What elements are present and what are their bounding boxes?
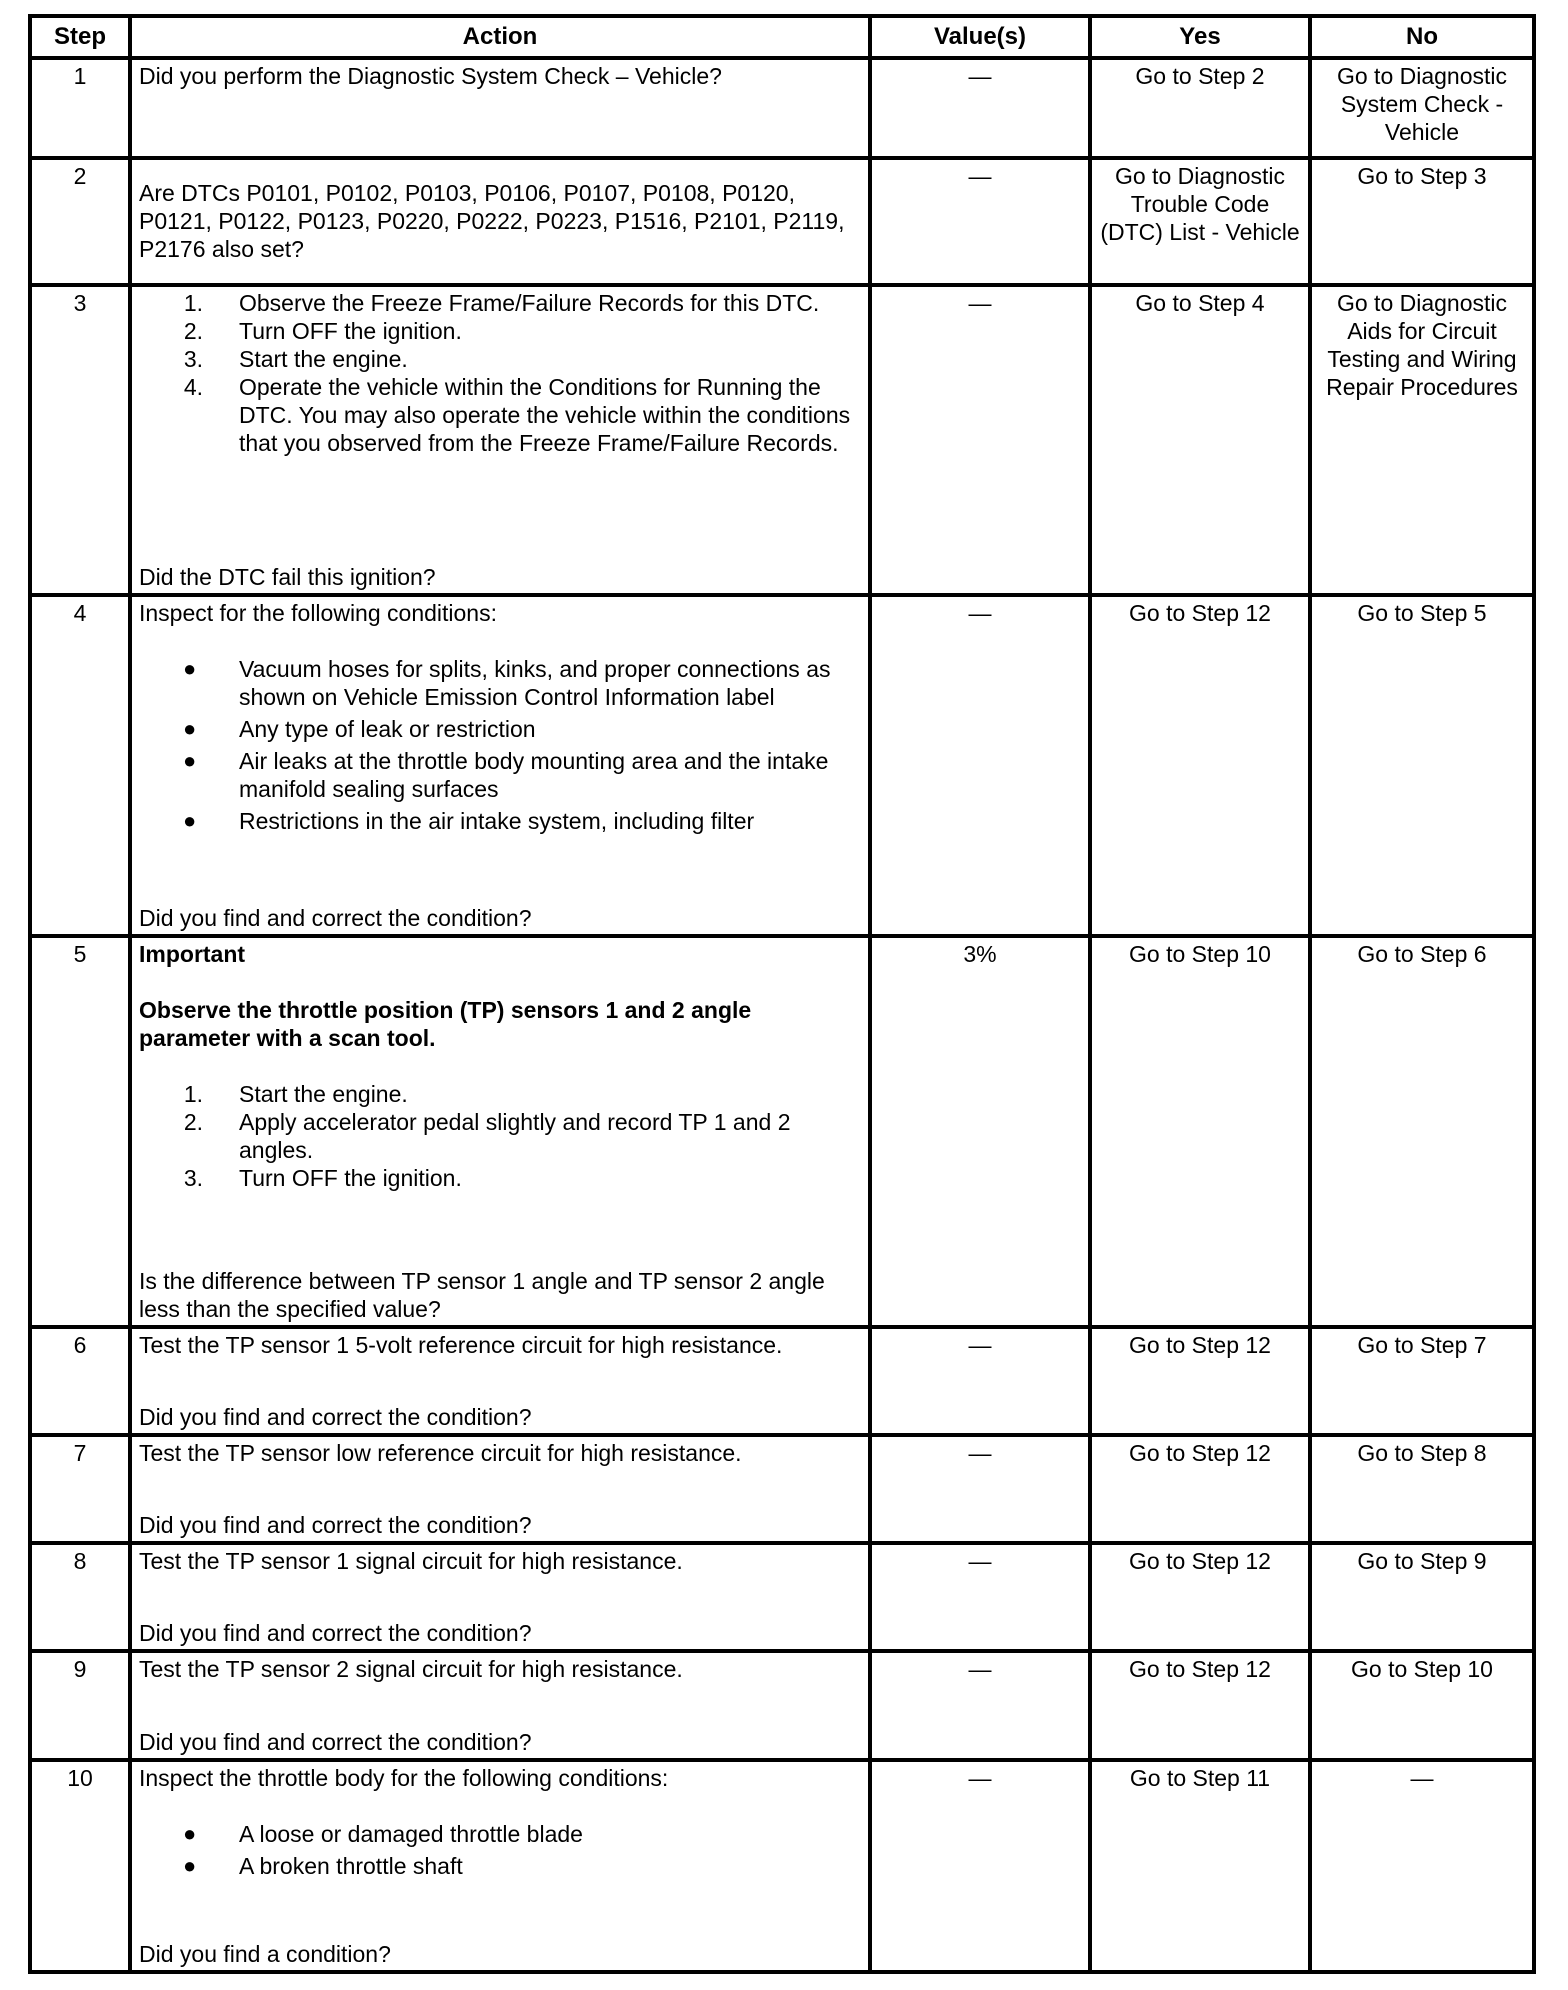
numbered-list [139, 1080, 861, 1192]
table-row [30, 1327, 1534, 1435]
intro-text: Test the TP sensor 1 signal circuit for high resistance. [139, 1548, 683, 1575]
value-cell: — [870, 158, 1090, 284]
value-cell: — [870, 58, 1090, 158]
important-label: Important [139, 940, 246, 967]
step-number: 2 [30, 158, 130, 284]
no-cell: — [1310, 1760, 1534, 1972]
step-number: 9 [30, 1651, 130, 1759]
list-item: 1. Observe the Freeze Frame/Failure Records for this DTC. [183, 289, 820, 316]
table-row [30, 158, 1534, 284]
intro-text: Test the TP sensor low reference circuit for high resistance. [139, 1439, 742, 1466]
yes-cell: Go to Step 10 [1090, 936, 1310, 1327]
intro-text: Test the TP sensor 1 5-volt reference circuit for high resistance. [139, 1331, 783, 1358]
header-no: No [1310, 16, 1534, 58]
value-cell: — [870, 285, 1090, 596]
bullet-list [139, 1820, 861, 1884]
action-cell [130, 285, 870, 596]
table-row [30, 1435, 1534, 1543]
question-text: Did you find and correct the condition? [139, 1728, 532, 1755]
step-number: 1 [30, 58, 130, 158]
question-text: Did the DTC fail this ignition? [139, 564, 436, 591]
list-item: 4. Operate the vehicle within the Conditions for Running the DTC. You may also operate the vehicle within the conditions that you observed from the Freeze Frame/Failure Records. [183, 373, 851, 456]
action-cell [130, 595, 870, 936]
header-row [30, 16, 1534, 58]
no-cell: Go to Step 5 [1310, 595, 1534, 936]
action-cell [130, 936, 870, 1327]
step-number: 4 [30, 595, 130, 936]
list-item: ● A loose or damaged throttle blade [183, 1820, 583, 1847]
value-cell: — [870, 1543, 1090, 1651]
yes-cell: Go to Step 11 [1090, 1760, 1310, 1972]
diagnostic-table [28, 14, 1536, 1974]
action-text: Did you perform the Diagnostic System Check – Vehicle? [139, 63, 722, 90]
numbered-list [139, 289, 861, 457]
table-row [30, 936, 1534, 1327]
yes-cell: Go to Step 12 [1090, 1327, 1310, 1435]
step-number: 10 [30, 1760, 130, 1972]
list-item: ● Vacuum hoses for splits, kinks, and proper connections as shown on Vehicle Emission Control Information label [183, 656, 831, 711]
value-cell: 3% [870, 936, 1090, 1327]
value-cell: — [870, 595, 1090, 936]
bullet-list [139, 655, 861, 839]
action-cell [130, 58, 870, 158]
question-text: Is the difference between TP sensor 1 angle and TP sensor 2 angle less than the specified value? [139, 1267, 825, 1322]
list-item: 2. Apply accelerator pedal slightly and record TP 1 and 2 angles. [183, 1108, 791, 1163]
header-values: Value(s) [870, 16, 1090, 58]
action-cell [130, 1327, 870, 1435]
question-text: Did you find and correct the condition? [139, 1512, 532, 1539]
value-cell: — [870, 1435, 1090, 1543]
list-item: 3. Turn OFF the ignition. [183, 1164, 462, 1191]
action-text: Are DTCs P0101, P0102, P0103, P0106, P0107, P0108, P0120, P0121, P0122, P0123, P0220, P0222, P0223, P1516, P2101, P2119, P2176 also set? [139, 180, 845, 263]
header-action: Action [130, 16, 870, 58]
action-cell [130, 1651, 870, 1759]
no-cell: Go to Step 6 [1310, 936, 1534, 1327]
table-row [30, 285, 1534, 596]
step-number: 7 [30, 1435, 130, 1543]
question-text: Did you find and correct the condition? [139, 1620, 532, 1647]
table-row [30, 1760, 1534, 1972]
table-row [30, 58, 1534, 158]
intro-text: Inspect the throttle body for the following conditions: [139, 1764, 669, 1791]
yes-cell: Go to Diagnostic Trouble Code (DTC) List - Vehicle [1090, 158, 1310, 284]
question-text: Did you find and correct the condition? [139, 904, 532, 931]
no-cell: Go to Step 10 [1310, 1651, 1534, 1759]
action-cell [130, 1435, 870, 1543]
list-item: ● Air leaks at the throttle body mounting area and the intake manifold sealing surfaces [183, 748, 829, 803]
action-cell [130, 1760, 870, 1972]
step-number: 6 [30, 1327, 130, 1435]
yes-cell: Go to Step 12 [1090, 1543, 1310, 1651]
table-row [30, 1543, 1534, 1651]
table-row [30, 595, 1534, 936]
value-cell: — [870, 1327, 1090, 1435]
table-row [30, 1651, 1534, 1759]
list-item: 1. Start the engine. [183, 1080, 408, 1107]
yes-cell: Go to Step 12 [1090, 595, 1310, 936]
step-number: 3 [30, 285, 130, 596]
value-cell: — [870, 1651, 1090, 1759]
no-cell: Go to Diagnostic System Check - Vehicle [1310, 58, 1534, 158]
intro-text: Test the TP sensor 2 signal circuit for high resistance. [139, 1656, 683, 1683]
question-text: Did you find and correct the condition? [139, 1403, 532, 1430]
step-number: 8 [30, 1543, 130, 1651]
no-cell: Go to Step 8 [1310, 1435, 1534, 1543]
list-item: 3. Start the engine. [183, 345, 408, 372]
no-cell: Go to Step 7 [1310, 1327, 1534, 1435]
yes-cell: Go to Step 12 [1090, 1435, 1310, 1543]
yes-cell: Go to Step 4 [1090, 285, 1310, 596]
question-text: Did you find a condition? [139, 1941, 391, 1967]
action-cell [130, 1543, 870, 1651]
no-cell: Go to Step 3 [1310, 158, 1534, 284]
header-yes: Yes [1090, 16, 1310, 58]
header-step: Step [30, 16, 130, 58]
important-note: Observe the throttle position (TP) sensors 1 and 2 angle parameter with a scan tool. [139, 996, 752, 1051]
step-number: 5 [30, 936, 130, 1327]
list-item: ● Restrictions in the air intake system, including filter [183, 808, 755, 835]
yes-cell: Go to Step 12 [1090, 1651, 1310, 1759]
no-cell: Go to Diagnostic Aids for Circuit Testing and Wiring Repair Procedures [1310, 285, 1534, 596]
action-cell [130, 158, 870, 284]
list-item: ● Any type of leak or restriction [183, 716, 536, 743]
list-item: 2. Turn OFF the ignition. [183, 317, 462, 344]
yes-cell: Go to Step 2 [1090, 58, 1310, 158]
intro-text: Inspect for the following conditions: [139, 600, 497, 627]
list-item: ● A broken throttle shaft [183, 1852, 463, 1879]
value-cell: — [870, 1760, 1090, 1972]
no-cell: Go to Step 9 [1310, 1543, 1534, 1651]
